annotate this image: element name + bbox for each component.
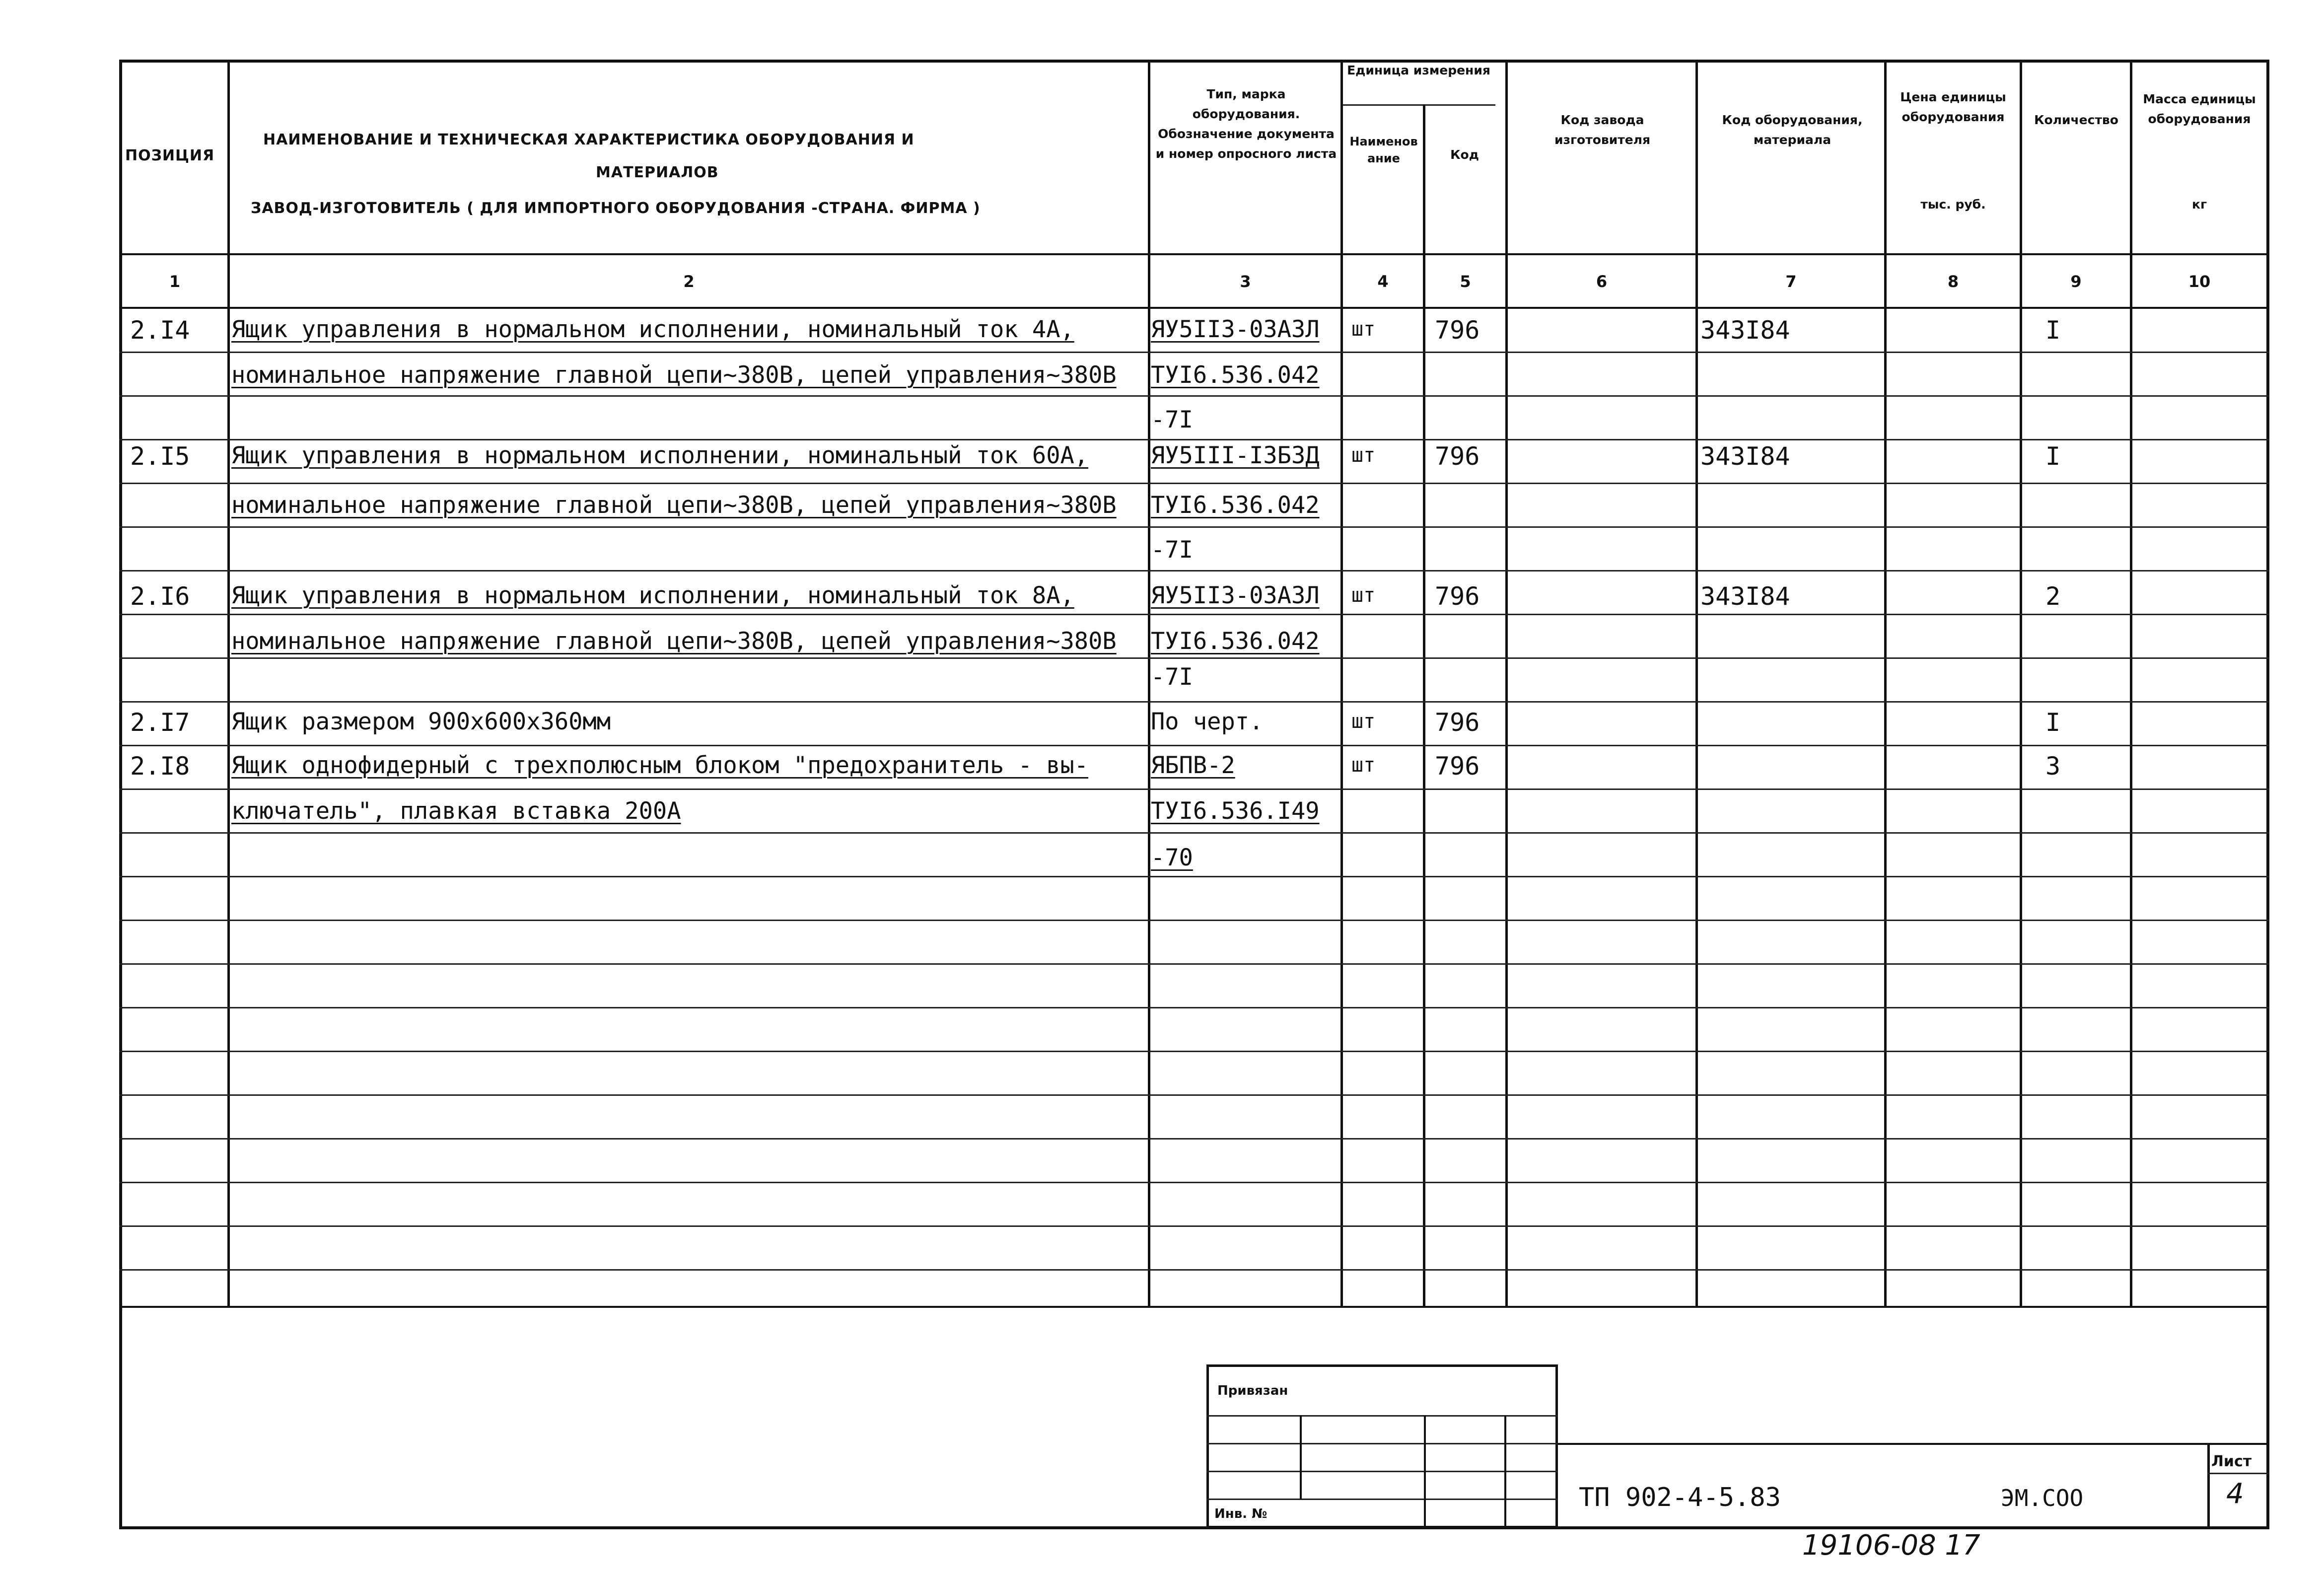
row-name: ключатель", плавкая вставка 200А (231, 797, 681, 825)
row-unit: шт (1351, 754, 1376, 777)
header-name-line3: ЗАВОД-ИЗГОТОВИТЕЛЬ ( ДЛЯ ИМПОРТНОГО ОБОРУДОВАНИЯ -СТРАНА. ФИРМА ) (251, 200, 981, 217)
colnum-8: 8 (1947, 272, 1959, 291)
row-line (119, 395, 2269, 397)
row-line (119, 1138, 2269, 1140)
row-name: Ящик управления в нормальном исполнении, номинальный ток 60А, (231, 442, 1089, 469)
header-unit-group-text: Единица измерения (1347, 63, 1490, 77)
header-name-line1: НАИМЕНОВАНИЕ И ТЕХНИЧЕСКАЯ ХАРАКТЕРИСТИКА ОБОРУДОВАНИЯ И (263, 131, 915, 148)
header-unit-name: Наименование (1349, 135, 1418, 165)
row-type: -7I (1151, 663, 1193, 691)
header-quantity: Количество (2034, 113, 2118, 127)
frame-top (119, 60, 2269, 63)
row-type: ТУI6.536.042 (1151, 361, 1320, 389)
row-type: -70 (1151, 844, 1193, 871)
row-position: 2.I6 (130, 582, 190, 611)
header-bottom-line (119, 253, 2269, 255)
row-unit: шт (1351, 710, 1376, 733)
row-code: 796 (1435, 582, 1480, 611)
row-line (119, 614, 2269, 615)
row-line (119, 1269, 2269, 1271)
row-line (119, 657, 2269, 659)
row-unit: шт (1351, 584, 1376, 607)
stamp-vline (1504, 1415, 1506, 1527)
row-line (119, 439, 2269, 440)
header-mass-unit: кг (2191, 197, 2207, 212)
colnum-10: 10 (2188, 272, 2211, 291)
header-type: Тип, марка оборудования. Обозначение документа и номер опросного листа (1155, 87, 1337, 161)
stamp-vline (1300, 1415, 1302, 1500)
row-type: -7I (1151, 406, 1193, 433)
row-type: -7I (1151, 536, 1193, 564)
header-mass: Масса единицы оборудования (2143, 92, 2256, 126)
title-block-top (1558, 1443, 2267, 1445)
row-code: 796 (1435, 442, 1480, 471)
row-name: номинальное напряжение главной цепи~380В, цепей управления~380В (231, 361, 1117, 389)
row-line (119, 832, 2269, 834)
row-line (119, 1094, 2269, 1096)
document-mark: ЭМ.СОО (2001, 1485, 2084, 1511)
row-line (119, 788, 2269, 790)
row-code: 796 (1435, 708, 1480, 737)
frame-right (2266, 60, 2269, 1529)
row-code: 796 (1435, 316, 1480, 345)
col-line-7 (1884, 60, 1887, 1307)
sheet-number: 4 (2226, 1478, 2244, 1510)
colnum-5: 5 (1460, 272, 1471, 291)
colnum-3: 3 (1240, 272, 1251, 291)
colnum-1: 1 (169, 272, 181, 291)
colnum-4: 4 (1377, 272, 1389, 291)
row-line (119, 1051, 2269, 1052)
colnum-2: 2 (683, 272, 695, 291)
colnum-7: 7 (1785, 272, 1797, 291)
col-line-3 (1340, 60, 1343, 1307)
stamp-vline (1424, 1415, 1426, 1527)
row-name: Ящик управления в нормальном исполнении, номинальный ток 4А, (231, 316, 1074, 343)
row-name: Ящик однофидерный с трехполюсным блоком "предохранитель - вы- (231, 752, 1089, 779)
header-name-line2: МАТЕРИАЛОВ (596, 164, 719, 181)
row-type: ЯУ5II3-03А3Л (1151, 582, 1320, 609)
row-type: ТУI6.536.I49 (1151, 797, 1320, 825)
sheet-label: Лист (2211, 1453, 2252, 1470)
unit-group-line (1340, 104, 1495, 106)
header-equipment-code: Код оборудования, материала (1722, 113, 1863, 147)
row-equipment-code: 343I84 (1700, 442, 1790, 471)
col-line-2 (1148, 60, 1150, 1307)
sheet-box-left (2207, 1443, 2210, 1527)
row-line (119, 526, 2269, 528)
header-unit-group (1343, 62, 1494, 79)
row-equipment-code: 343I84 (1700, 316, 1790, 345)
header-price: Цена единицы оборудования (1900, 90, 2006, 124)
row-line (119, 1225, 2269, 1227)
row-type: ЯУ5II3-03А3Л (1151, 316, 1320, 343)
row-quantity: I (2045, 316, 2061, 345)
table-bottom-line (119, 1306, 2269, 1308)
colnum-9: 9 (2070, 272, 2082, 291)
row-line (119, 963, 2269, 965)
colnum-bottom-line (119, 307, 2269, 309)
row-quantity: 2 (2045, 582, 2061, 611)
row-type: ТУI6.536.042 (1151, 492, 1320, 519)
row-line (119, 352, 2269, 353)
col-line-9 (2130, 60, 2132, 1307)
col-line-8 (2020, 60, 2022, 1307)
row-equipment-code: 343I84 (1700, 582, 1790, 611)
row-line (119, 1182, 2269, 1183)
row-line (119, 1007, 2269, 1008)
row-line (119, 570, 2269, 572)
row-name: номинальное напряжение главной цепи~380В, цепей управления~380В (231, 492, 1117, 519)
row-unit: шт (1351, 444, 1376, 467)
row-line (119, 745, 2269, 746)
row-code: 796 (1435, 752, 1480, 781)
header-price-unit: тыс. руб. (1920, 197, 1986, 212)
row-line (119, 701, 2269, 703)
row-name: Ящик управления в нормальном исполнении, номинальный ток 8А, (231, 582, 1074, 609)
sheet-box-divider (2207, 1473, 2269, 1474)
archive-number: 19106-08 17 (1802, 1529, 1980, 1562)
header-unit-code: Код (1450, 147, 1479, 162)
row-position: 2.I8 (130, 752, 190, 781)
colnum-6: 6 (1596, 272, 1608, 291)
row-position: 2.I4 (130, 316, 190, 345)
row-type: ТУI6.536.042 (1151, 628, 1320, 655)
row-type: ЯУ5III-I3Б3Д (1151, 442, 1320, 469)
row-line (119, 483, 2269, 484)
row-position: 2.I7 (130, 708, 190, 737)
header-position: ПОЗИЦИЯ (125, 147, 215, 164)
col-line-1 (227, 60, 230, 1307)
row-name: Ящик размером 900х600х360мм (231, 708, 611, 735)
document-code: ТП 902-4-5.83 (1579, 1483, 1781, 1512)
col-line-5 (1505, 60, 1508, 1307)
row-type: По черт. (1151, 708, 1264, 735)
row-name: номинальное напряжение главной цепи~380В, цепей управления~380В (231, 628, 1117, 655)
header-factory-code: Код завода изготовителя (1554, 113, 1651, 147)
row-quantity: 3 (2045, 752, 2061, 781)
row-quantity: I (2045, 442, 2061, 471)
stamp-inventory-number: Инв. № (1214, 1506, 1268, 1521)
row-unit: шт (1351, 318, 1376, 341)
row-line (119, 920, 2269, 921)
row-type: ЯБПВ-2 (1151, 752, 1235, 779)
row-quantity: I (2045, 708, 2061, 737)
stamp-privyazan: Привязан (1217, 1383, 1288, 1398)
row-line (119, 876, 2269, 877)
row-position: 2.I5 (130, 442, 190, 471)
col-line-6 (1695, 60, 1698, 1307)
